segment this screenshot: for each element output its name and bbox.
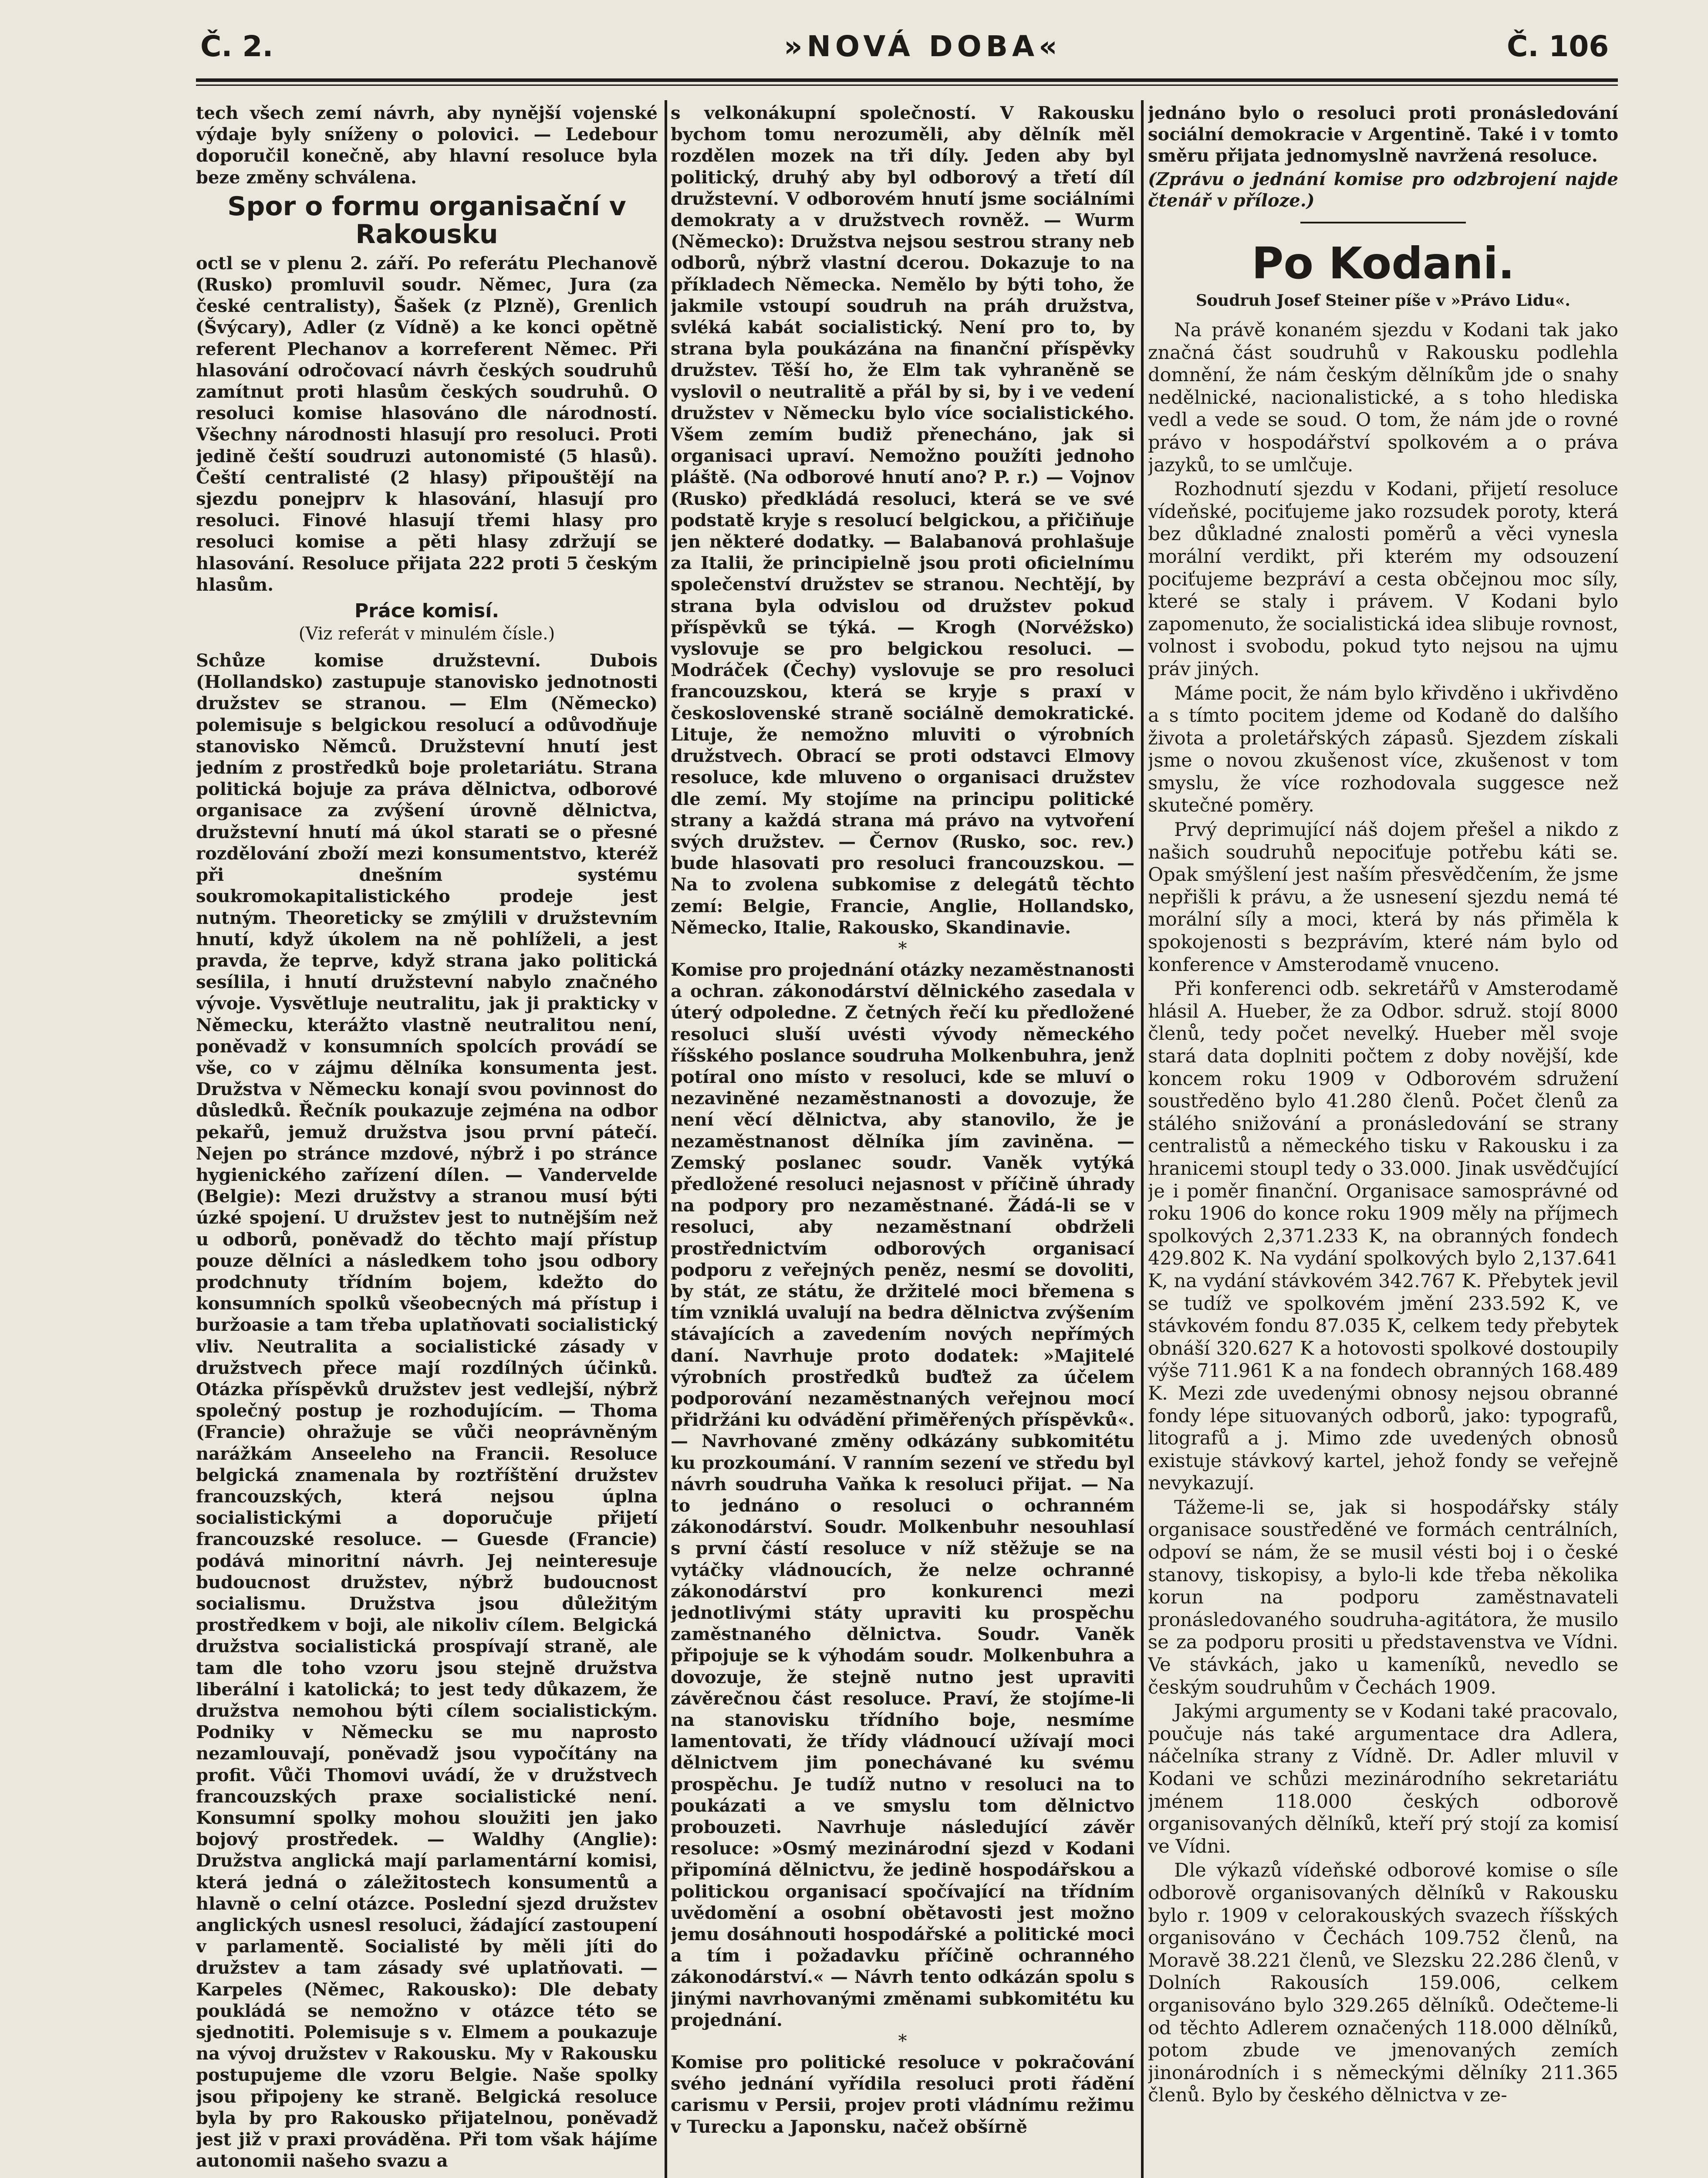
col3-paragraph: Na právě konaném sjezdu v Kodani tak jako značná část soudruhů v Rakousku podlehla domnění, že nám českým dělníkům jde o snahy nedělnické, nacionalistické, a s toho hlediska vedl a vede se soud. O tom, že nám jde o rovné právo v hospodářství spolkovém a o práva jazyků, to se umlčuje.: [1148, 319, 1618, 476]
section-subheading: (Viz referát v minulém čísle.): [298, 624, 555, 644]
column-divider-2: [1141, 100, 1144, 2178]
col2-paragraph: Komise pro projednání otázky nezaměstnanosti a ochran. zákonodárství dělnického zasedala v úterý odpoledne. Z četných řečí ku předložené resoluci sluší uvésti vývody německého říšského poslance soudruha Molkenbuhra, jenž potíral ono místo v resoluci, kde se mluví o nezaviněné nezaměstnanosti a dovozuje, že není věcí dělnictva, aby stanovilo, že je nezaměstnanost dělníka jím zaviněna. — Zemský poslanec soudr. Vaněk vytýká předložené resoluci nejasnost v příčině úhrady na podpory pro nezaměstnané. Žádá-li se v resoluci, aby nezaměstnaní obdrželi prostřednictvím odborových organisací podporu z veřejných peněz, nesmí se dovoliti, by stát, ze státu, že držitelé moci břemena s tím vzniklá uvalují na bedra dělnictva zvýšením stávajících a zavedením nových nepřímých daní. Navrhuje proto dodatek: »Majitelé výrobních prostředků buďtež za účelem podporování nezaměstnaných veřejnou mocí přidržáni ku odvádění přiměřených příspěvků«. — Navrhované změny odkázány subkomitétu ku prozkoumání. V ranním sezení ve středu byl návrh soudruha Vaňka k resoluci přijat. — Na to jednáno o resoluci o ochranném zákonodárství. Soudr. Molkenbuhr nesouhlasí s první částí resoluce v níž stěžuje se na vytáčky vládnoucích, že nelze ochranné zákonodárství pro konkurenci mezi jednotlivými státy upraviti ku prospěchu zaměstnaného dělnictva. Soudr. Vaněk připojuje se k výhodám soudr. Molkenbuhra a dovozuje, že stejně nutno jest upraviti závěrečnou část resoluce. Praví, že stojíme-li na stanovisku třídního boje, nesmíme lamentovati, že třídy vládnoucí užívají moci dělnictvem jim ponechávané ku svému prospěchu. Je tudíž nutno v resoluci na to poukázati a ve smyslu tom dělnictvo probouzeti. Navrhuje následující závěr resoluce: »Osmý mezinárodní sjezd v Kodani připomíná dělnictvu, že jedině hospodářskou a politickou organisací spočívající na třídním uvědomění a osobní obětavosti jest možno jemu dosáhnouti hospodářské a politické moci a tím i požadavku příčině ochranného zákonodárství.« — Návrh tento odkázán spolu s jinými navrhovanými změnami subkomitétu ku projednání.: [671, 959, 1134, 2030]
column-3: [1148, 102, 1618, 2178]
article-byline: Soudruh Josef Steiner píše v »Právo Lidu«.: [1196, 291, 1570, 310]
separator-star: *: [898, 2031, 907, 2052]
col3-paragraph: Máme pocit, že nám bylo křivděno i ukřivděno a s tímto pocitem jdeme od Kodaně do dalšího života a proletářských zápasů. Sjezdem získali jsme o novou zkušenost více, zkušenost v tom smyslu, že více rozhodovala suggesce než skutečné poměry.: [1148, 682, 1618, 817]
col3-paragraph: Jakými argumenty se v Kodani také pracovalo, poučuje nás také argumentace dra Adlera, náčelníka strany z Vídně. Dr. Adler mluvil v Kodani ve schůzi mezinárodního sekretariátu jménem 118.000 českých odborově organisovaných dělníků, kteří prý stojí za komisí ve Vídni.: [1148, 1701, 1618, 1857]
section-heading-prace: Práce komisí.: [354, 600, 500, 622]
article-heading-po-kodani: Po Kodani.: [1252, 238, 1515, 289]
column-divider-1: [665, 100, 667, 2178]
col1-intro: tech všech zemí návrh, aby nynější vojenské výdaje byly sníženy o polovici. — Ledebour doporučil konečně, aby hlavní resoluce byla beze změny schválena.: [196, 103, 658, 188]
article-heading-spor: Spor o formu organisační v Rakousku: [227, 191, 626, 250]
column-1: [196, 102, 658, 2178]
header-rule-thin: [196, 85, 1618, 86]
col2-paragraph: Komise pro politické resoluce v pokračování svého jednání vyřídila resoluci proti řádění carismu v Persii, projev proti vládnímu režimu v Turecku a Japonsku, načež obšírně: [671, 2052, 1134, 2137]
masthead-title: »NOVÁ DOBA«: [784, 30, 1062, 63]
page-number: Č. 106: [1507, 30, 1609, 63]
separator-star: *: [898, 938, 907, 959]
col1-paragraph: Schůze komise družstevní. Dubois (Hollandsko) zastupuje stanovisko jednotnosti družstev se stranou. — Elm (Německo) polemisuje s belgickou resolucí a odůvodňuje stanovisko Němců. Družstevní hnutí jest jedním z prostředků boje proletariátu. Strana politická bojuje za práva dělnictva, odborové organisace za zvýšení úrovně dělnictva, družstevní hnutí má úkol starati se o přesné rozdělování zboží mezi konsumentstvo, kteréž při dnešním systému soukromokapitalistického prodeje jest nutným. Theoreticky se zmýlili v družstevním hnutí, když úkolem na ně pohlíželi, a jest pravda, že teprve, když strana jako politická sesílila, i hnutí družstevní nabylo značného vývoje. Vysvětluje neutralitu, jak ji prakticky v Německu, kterážto vlastně neutralitou není, poněvadž v konsumních spolcích provádí se vše, co v zájmu dělníka konsumenta jest. Družstva v Německu konají svou povinnost do důsledků. Řečník poukazuje zejména na odbor pekařů, jemuž družstva jsou první pátečí. Nejen po stránce mzdové, nýbrž i po stránce hygienického zařízení dílen. — Vandervelde (Belgie): Mezi družstvy a stranou musí býti úzké spojení. U družstev jest to nutnějším než u odborů, poněvadž do těchto mají přístup pouze dělníci a následkem toho jsou odbory prodchnuty třídním bojem, kdežto do konsumních spolků všeobecných má přístup i buržoasie a tam třeba uplatňovati socialistický vliv. Neutralita a socialistické zásady v družstvech přece mají rozdílných účinků. Otázka příspěvků družstev jest vedlejší, nýbrž společný postup je rozhodujícím. — Thoma (Francie) ohražuje se vůči neoprávněným narážkám Anseeleho na Francii. Resoluce belgická znamenala by roztříštění družstev francouzských, která nejsou úplna socialistickými a doporučuje přijetí francouzské resoluce. — Guesde (Francie) podává minoritní návrh. Jej neinteresuje budoucnost družstev, nýbrž budoucnost socialismu. Družstva jsou důležitým prostředkem v boji, ale nikoliv cílem. Belgická družstva socialistická prospívají straně, ale tam dle toho vzoru jsou stejně družstva liberální i katolická; to jest tedy důkazem, že družstva nemohou býti cílem socialistickým. Podniky v Německu se mu naprosto nezamlouvají, poněvadž jsou vypočítány na profit. Vůči Thomovi uvádí, že v družstvech francouzských praxe socialistické není. Konsumní spolky mohou sloužiti jen jako bojový prostředek. — Waldhy (Anglie): Družstva anglická mají parlamentární komisi, která jedná o záležitostech konsumentů a hlavně o celní otázce. Poslední sjezd družstev anglických usnesl resoluci, žádající zastoupení v parlamentě. Socialisté by měli jíti do družstev a tam zásady své uplatňovati. — Karpeles (Němec, Rakousko): Dle debaty poukládá se nemožno v otázce této se sjednotiti. Polemisuje s v. Elmem a poukazuje na vývoj družstev v Rakousku. My v Rakousku postupujeme dle vzoru Belgie. Naše spolky jsou připojeny ke straně. Belgická resoluce byla by pro Rakousko přijatelnou, poněvadž jest již v praxi prováděna. Při tom však hájíme autonomii našeho svazu a: [196, 650, 658, 2171]
col3-intro: jednáno bylo o resoluci proti pronásledování sociální demokracie v Argentině. Také i v tomto směru přijata jednomyslně navržená resoluce.: [1148, 103, 1618, 166]
col3-paragraph: Dle výkazů vídeňské odborové komise o síle odborově organisovaných dělníků v Rakousku bylo r. 1909 v celorakouských svazech říšských organisováno v Čechách 109.752 členů, na Moravě 38.221 členů, ve Slezsku 22.286 členů, v Dolních Rakousích 159.006, celkem organisováno bylo 329.265 dělníků. Odečteme-li od těchto Adlerem označených 118.000 dělníků, potom zbude ve jmenovaných zemích jinonárodních i s německými dělníky 211.365 členů. Bylo by českého dělnictva v ze-: [1148, 1860, 1618, 2107]
col2-paragraph: s velkonákupní společností. V Rakousku bychom tomu nerozuměli, aby dělník měl rozdělen mozek na tři díly. Jeden aby byl politický, druhý aby byl odborový a třetí díl družstevní. V odborovém hnutí jsme sociálními demokraty a v družstvech rovněž. — Wurm (Německo): Družstva nejsou sestrou strany neb odborů, nýbrž vlastní dcerou. Dokazuje to na příkladech Německa. Nemělo by býti toho, že jakmile vstoupí soudruh na práh družstva, svléká kabát socialistický. Není pro to, by strana byla poukázána na finanční příspěvky družstev. Těší ho, že Elm tak vyhraněně se vyslovil o neutralitě a přál by si, by i ve vedení družstev v Německu bylo více socialistického. Všem zemím budiž přenecháno, jak si organisaci upraví. Nemožno použíti jednoho pláště. (Na odborové hnutí ano? P. r.) — Vojnov (Rusko) předkládá resoluci, která se ve své podstatě kryje s resolucí belgickou, a přičiňuje jen některé dodatky. — Balabanová prohlašuje za Italii, že principielně jsou proti oficielnímu společenství družstev se stranou. Nechtějí, by strana byla odvislou od družstev pokud příspěvků se týká. — Krogh (Norvéžsko) vyslovuje se pro belgickou resoluci. — Modráček (Čechy) vyslovuje se pro resoluci francouzskou, která se kryje s praxí v československé straně sociálně demokratické. Lituje, že nemožno mluviti o výrobních družstvech. Obrací se proti odstavci Elmovy resoluce, kde mluveno o organisaci družstev dle zemí. My stojíme na principu politické strany a každá strana má právo na vytvoření svých družstev. — Černov (Rusko, soc. rev.) bude hlasovati pro resoluci francouzskou. — Na to zvolena subkomise z delegátů těchto zemí: Belgie, Francie, Anglie, Hollandsko, Německo, Italie, Rakousko, Skandinavie.: [671, 103, 1134, 938]
issue-number: Č. 2.: [200, 30, 273, 63]
col1-paragraph: octl se v plenu 2. září. Po referátu Plechanově (Rusko) promluvil soudr. Němec, Jura (za české centralisty), Šašek (z Plzně), Grenlich (Švýcary), Adler (z Vídně) a ke konci opětně referent Plechanov a korreferent Němec. Při hlasování odročovací návrh českých soudruhů zamítnut proti hlasům českých soudruhů. O resoluci komise hlasováno dle národností. Všechny národnosti hlasují pro resoluci. Proti jedině čeští soudruzi autonomisté (5 hlasů). Čeští centralisté (2 hlasy) připouštějí na sjezdu ponejprv k hlasování, hlasují pro resoluci. Finové hlasují třemi hlasy pro resoluci komise a pěti hlasy zdržují se hlasování. Resoluce přijata 222 proti 5 českým hlasům.: [196, 253, 658, 595]
col3-paragraph: Rozhodnutí sjezdu v Kodani, přijetí resoluce vídeňské, pociťujeme jako rozsudek poroty, která bez důkladné znalosti poměrů a věci vynesla morální verdikt, při kterém my odsouzení pociťujeme bezpráví a cesta občejnou moc síly, které se staly i právem. V Kodani bylo zapomenuto, že socialistická idea slibuje rovnost, volnost i svobodu, pokud tyto nejsou na ujmu práv jiných.: [1148, 478, 1618, 680]
section-rule: [1300, 222, 1466, 223]
col3-paragraph: Prvý deprimující náš dojem přešel a nikdo z našich soudruhů nepociťuje potřebu káti se. Opak smýšlení jest naším přesvědčením, že jsme nepřišli k právu, a že usnesení sjezdu nemá té morální síly a moci, která by nás přiměla k spokojenosti s bezprávím, které nám bylo od konference v Amsterodamě vnuceno.: [1148, 819, 1618, 976]
col3-note: (Zprávu o jednání komise pro odzbrojení najde čtenář v příloze.): [1148, 169, 1618, 211]
header-rule: [196, 78, 1618, 82]
col3-paragraph: Při konferenci odb. sekretářů v Amsterodamě hlásil A. Hueber, že za Odbor. sdruž. stojí 8000 členů, tedy počet nevelký. Hueber měl svoje stará data doplniti počtem z doby novější, kde koncem roku 1909 v Odborovém sdružení soustředěno bylo 41.280 členů. Počet členů za stálého snižování a pronásledování se strany centralistů a německého tisku v Rakousku i za hranicemi stoupl tedy o 33.000. Jinak usvědčující je i poměr finanční. Organisace samosprávné od roku 1906 do konce roku 1909 měly na příjmech spolkových 2,371.233 K, na obranných fondech 429.802 K. Na vydání spolkových bylo 2,137.641 K, na vydání stávkovém 342.767 K. Přebytek jevil se tudíž ve spolkovém jmění 233.592 K, ve stávkovém fondu 87.035 K, celkem tedy přebytek obnáší 320.627 K a hotovosti spolkové dostoupily výše 711.961 K a na fondech obranných 168.489 K. Mezi zde uvedenými obnosy nejsou obranné fondy lépe situovaných odborů, jako: typografů, litografů a j. Mimo zde uvedených obnosů existuje stávkový kartel, jehož fondy se veřejně nevykazují.: [1148, 978, 1618, 1495]
column-2: [671, 102, 1134, 2178]
page-header: [0, 21, 1708, 70]
col3-paragraph: Tážeme-li se, jak si hospodářsky stály organisace soustředěné ve formách centrálních, odpoví se nám, že se musil vésti boj i o české stanovy, tiskopisy, a bylo-li kde třeba několika korun na podporu zaměstnavateli pronásledovaného soudruha-agitátora, že musilo se za podporu prositi u představenstva ve Vídni. Ve stávkách, jako u kameníků, nevedlo se českým soudruhům v Čechách 1909.: [1148, 1496, 1618, 1698]
